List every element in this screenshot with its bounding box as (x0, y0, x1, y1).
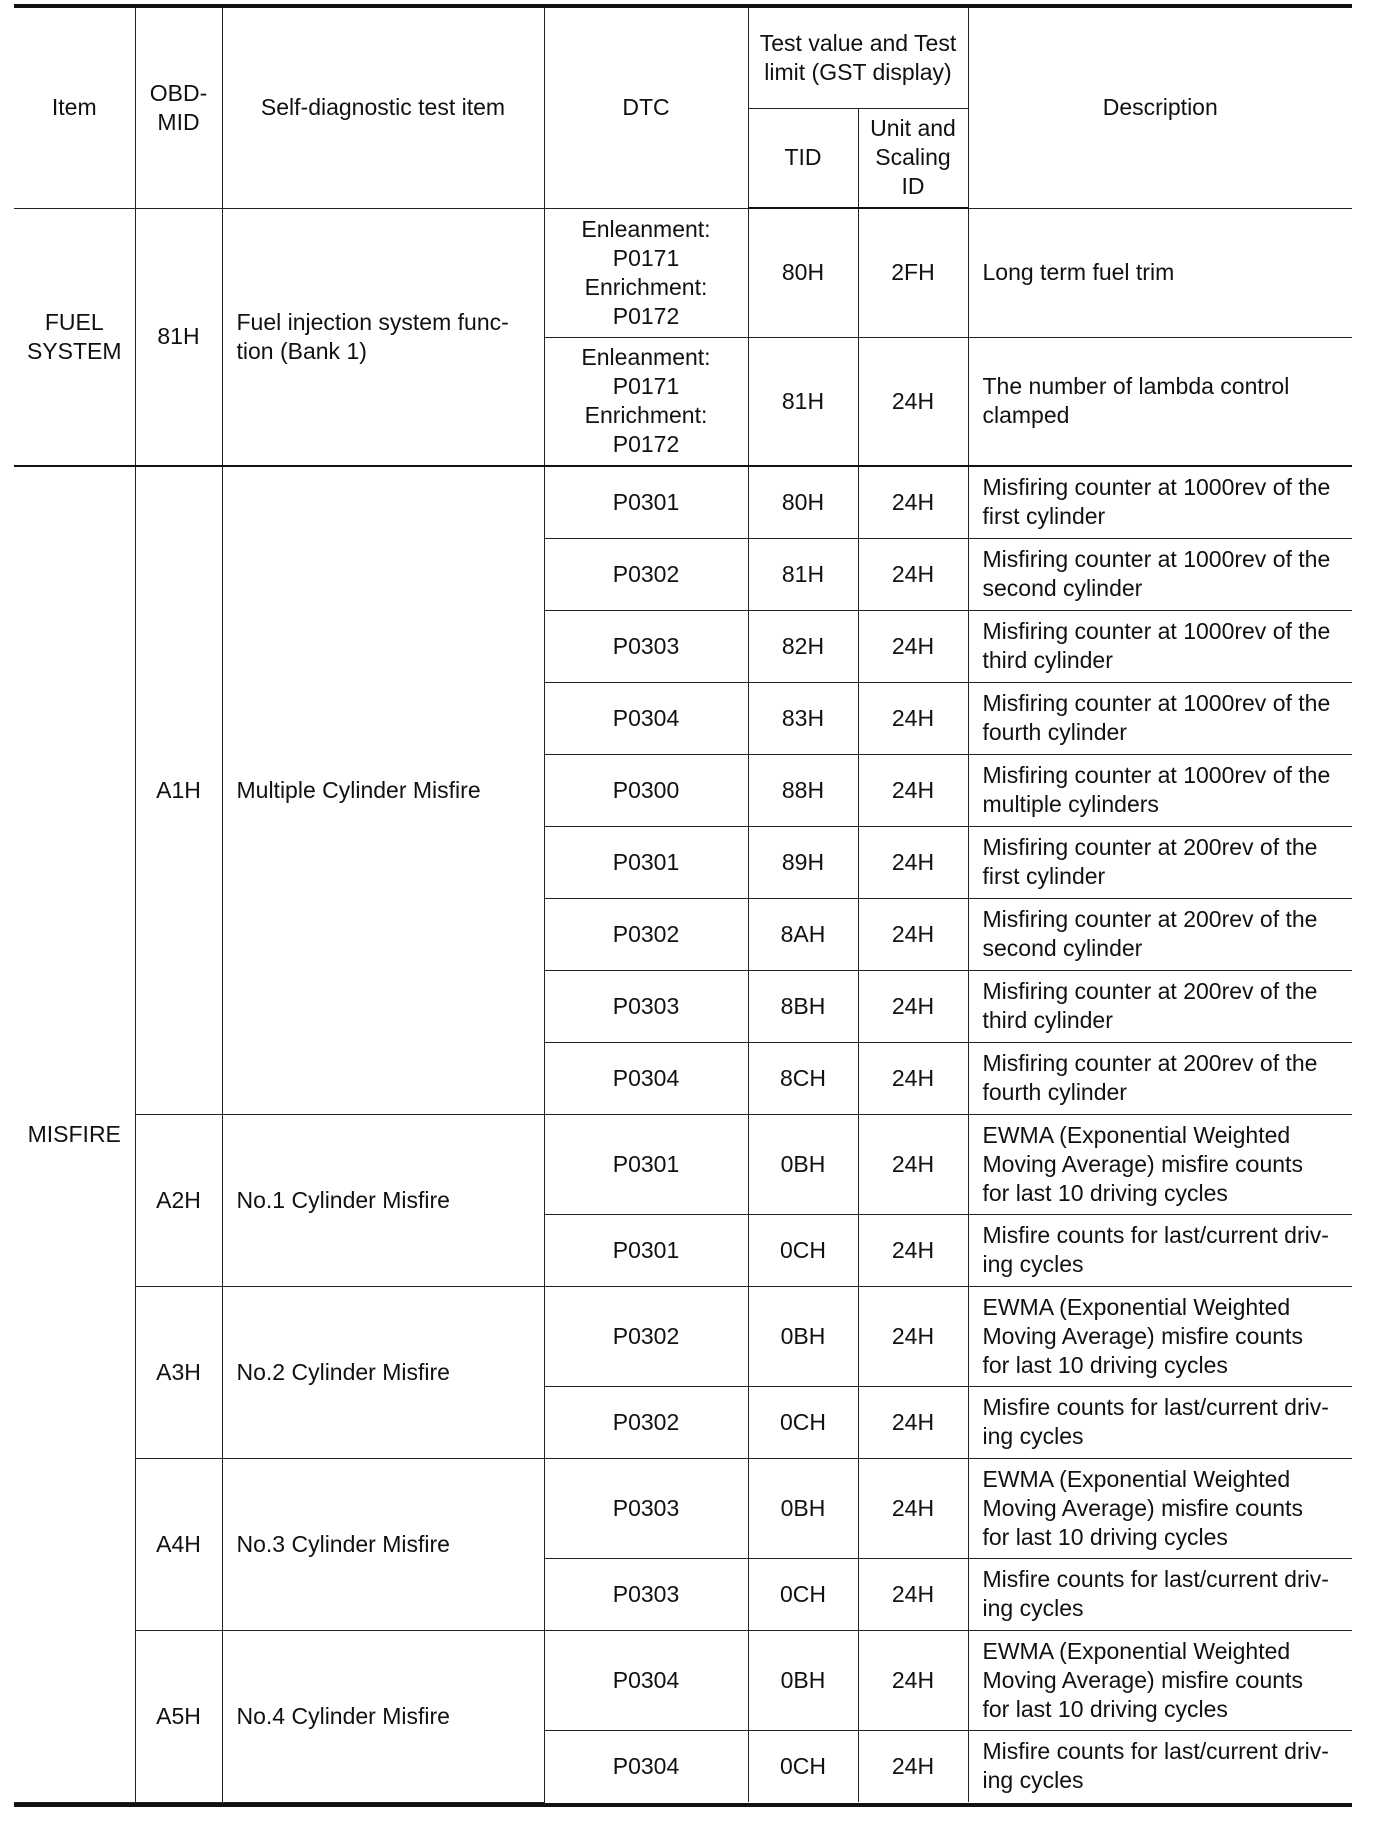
unit-cell: 24H (858, 1386, 968, 1458)
header-item: Item (14, 8, 135, 208)
self-test-item-cell: Multiple Cylinder Misfire (222, 466, 544, 1114)
self-test-item-cell: No.3 Cylinder Misfire (222, 1458, 544, 1630)
description-cell: Misfiring counter at 200rev of the fourth cylinder (968, 1042, 1352, 1114)
unit-cell: 24H (858, 1214, 968, 1286)
description-cell: Misfiring counter at 1000rev of the third cylinder (968, 610, 1352, 682)
dtc-cell: P0302 (544, 1386, 748, 1458)
tid-cell: 0CH (748, 1558, 858, 1630)
table-row (14, 1458, 1352, 1558)
dtc-cell: P0303 (544, 1558, 748, 1630)
unit-cell: 24H (858, 1286, 968, 1386)
document (14, 4, 1352, 1807)
table-row (14, 1286, 1352, 1386)
dtc-cell: P0302 (544, 538, 748, 610)
dtc-cell: P0301 (544, 826, 748, 898)
tid-cell: 83H (748, 682, 858, 754)
header-obd-mid: OBD- MID (135, 8, 222, 208)
dtc-cell: P0301 (544, 1114, 748, 1214)
tid-cell: 81H (748, 538, 858, 610)
header-unit-scaling-id: Unit and Scaling ID (858, 108, 968, 208)
dtc-cell: P0302 (544, 1286, 748, 1386)
description-cell: Misfiring counter at 200rev of the third cylinder (968, 970, 1352, 1042)
tid-cell: 0CH (748, 1730, 858, 1802)
bottom-rule (14, 1803, 1352, 1807)
dtc-cell: P0301 (544, 1214, 748, 1286)
self-test-item-cell: No.1 Cylinder Misfire (222, 1114, 544, 1286)
unit-cell: 24H (858, 970, 968, 1042)
obd-mid-cell: A4H (135, 1458, 222, 1630)
item-cell-misfire: MISFIRE (14, 466, 135, 1802)
tid-cell: 0BH (748, 1114, 858, 1214)
unit-cell: 24H (858, 826, 968, 898)
description-cell: EWMA (Exponential Weighted Moving Average) misfire counts for last 10 driving cycles (968, 1286, 1352, 1386)
obd-mid-cell: A2H (135, 1114, 222, 1286)
description-cell: EWMA (Exponential Weighted Moving Average) misfire counts for last 10 driving cycles (968, 1458, 1352, 1558)
unit-cell: 24H (858, 1558, 968, 1630)
description-cell: Misfiring counter at 1000rev of the fourth cylinder (968, 682, 1352, 754)
dtc-cell: P0303 (544, 970, 748, 1042)
self-test-item-cell: Fuel injection system func- tion (Bank 1) (222, 208, 544, 466)
table-row (14, 466, 1352, 538)
description-cell: EWMA (Exponential Weighted Moving Average) misfire counts for last 10 driving cycles (968, 1114, 1352, 1214)
item-cell-fuel-system: FUEL SYSTEM (14, 208, 135, 466)
table-row (14, 1114, 1352, 1214)
description-cell: Misfiring counter at 200rev of the second cylinder (968, 898, 1352, 970)
self-test-item-cell: No.4 Cylinder Misfire (222, 1630, 544, 1802)
tid-cell: 8AH (748, 898, 858, 970)
description-cell: Misfire counts for last/current driv- ing cycles (968, 1730, 1352, 1802)
obd-mid-cell: 81H (135, 208, 222, 466)
unit-cell: 2FH (858, 208, 968, 337)
obd-mid-cell: A3H (135, 1286, 222, 1458)
description-cell: EWMA (Exponential Weighted Moving Average) misfire counts for last 10 driving cycles (968, 1630, 1352, 1730)
tid-cell: 8BH (748, 970, 858, 1042)
tid-cell: 89H (748, 826, 858, 898)
tid-cell: 0BH (748, 1458, 858, 1558)
unit-cell: 24H (858, 1630, 968, 1730)
description-cell: Misfiring counter at 1000rev of the second cylinder (968, 538, 1352, 610)
obd-test-table (14, 8, 1352, 1803)
header-tid: TID (748, 108, 858, 208)
description-cell: Misfire counts for last/current driv- ing cycles (968, 1558, 1352, 1630)
unit-cell: 24H (858, 337, 968, 466)
unit-cell: 24H (858, 1730, 968, 1802)
unit-cell: 24H (858, 1042, 968, 1114)
tid-cell: 82H (748, 610, 858, 682)
description-cell: Misfire counts for last/current driv- ing cycles (968, 1214, 1352, 1286)
unit-cell: 24H (858, 682, 968, 754)
dtc-cell: P0303 (544, 1458, 748, 1558)
dtc-cell: P0304 (544, 1042, 748, 1114)
dtc-cell: Enleanment: P0171 Enrichment: P0172 (544, 208, 748, 337)
tid-cell: 81H (748, 337, 858, 466)
unit-cell: 24H (858, 1458, 968, 1558)
description-cell: Long term fuel trim (968, 208, 1352, 337)
header-description: Description (968, 8, 1352, 208)
tid-cell: 88H (748, 754, 858, 826)
unit-cell: 24H (858, 1114, 968, 1214)
dtc-cell: Enleanment: P0171 Enrichment: P0172 (544, 337, 748, 466)
tid-cell: 0BH (748, 1630, 858, 1730)
unit-cell: 24H (858, 466, 968, 538)
header-self-diagnostic-test-item: Self-diagnostic test item (222, 8, 544, 208)
tid-cell: 0BH (748, 1286, 858, 1386)
tid-cell: 8CH (748, 1042, 858, 1114)
description-cell: Misfire counts for last/current driv- ing cycles (968, 1386, 1352, 1458)
header-dtc: DTC (544, 8, 748, 208)
unit-cell: 24H (858, 610, 968, 682)
tid-cell: 80H (748, 208, 858, 337)
unit-cell: 24H (858, 538, 968, 610)
obd-mid-cell: A5H (135, 1630, 222, 1802)
table-row (14, 208, 1352, 337)
dtc-cell: P0304 (544, 1630, 748, 1730)
table-row (14, 1630, 1352, 1730)
tid-cell: 0CH (748, 1214, 858, 1286)
dtc-cell: P0300 (544, 754, 748, 826)
description-cell: The number of lambda control clamped (968, 337, 1352, 466)
description-cell: Misfiring counter at 200rev of the first cylinder (968, 826, 1352, 898)
unit-cell: 24H (858, 898, 968, 970)
table-header (14, 8, 1352, 208)
unit-cell: 24H (858, 754, 968, 826)
self-test-item-cell: No.2 Cylinder Misfire (222, 1286, 544, 1458)
dtc-cell: P0304 (544, 682, 748, 754)
obd-mid-cell: A1H (135, 466, 222, 1114)
dtc-cell: P0301 (544, 466, 748, 538)
dtc-cell: P0302 (544, 898, 748, 970)
tid-cell: 0CH (748, 1386, 858, 1458)
header-test-value-and-limit: Test value and Test limit (GST display) (748, 8, 968, 108)
tid-cell: 80H (748, 466, 858, 538)
dtc-cell: P0304 (544, 1730, 748, 1802)
description-cell: Misfiring counter at 1000rev of the first cylinder (968, 466, 1352, 538)
dtc-cell: P0303 (544, 610, 748, 682)
description-cell: Misfiring counter at 1000rev of the multiple cylinders (968, 754, 1352, 826)
